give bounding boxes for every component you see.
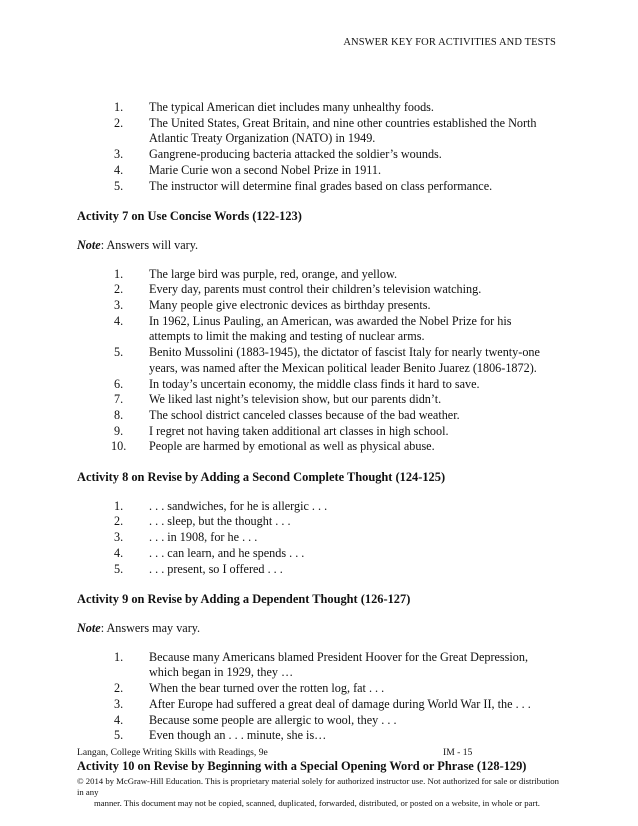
- list-item: [77, 298, 567, 314]
- activity-heading: Activity 8 on Revise by Adding a Second Complete Thought (124-125): [77, 470, 446, 485]
- item-text-line: In today’s uncertain economy, the middle class finds it hard to save.: [149, 376, 480, 391]
- item-text-line: The school district canceled classes because of the bad weather.: [149, 407, 460, 422]
- item-text-line: years, was named after the Mexican political leader Benito Juarez (1806-1872).: [149, 360, 537, 375]
- item-number: 10.: [111, 439, 127, 454]
- item-text-line: which began in 1929, they …: [149, 665, 294, 680]
- list-item: [77, 282, 567, 298]
- list-item: [77, 100, 567, 116]
- item-number: 4.: [114, 712, 124, 727]
- note-label: Note: [77, 620, 101, 635]
- list-item: [77, 514, 567, 530]
- item-number: 5.: [114, 728, 124, 743]
- item-text-line: Because many Americans blamed President Hoover for the Great Depression,: [149, 649, 529, 664]
- item-number: 1.: [114, 100, 124, 114]
- list-item: [77, 530, 567, 546]
- activity-heading: Activity 9 on Revise by Adding a Dependent Thought (126-127): [77, 592, 411, 607]
- footer-book-title: Langan, College Writing Skills with Readings, 9e: [77, 747, 268, 758]
- copyright-line-1: © 2014 by McGraw-Hill Education. This is proprietary material solely for authorized instructor use. Not authorized for sale or distribution in any: [77, 776, 559, 798]
- item-text-line: Marie Curie won a second Nobel Prize in 1911.: [149, 162, 382, 177]
- activity-heading: Activity 10 on Revise by Beginning with a Special Opening Word or Phrase (128-129): [77, 758, 527, 773]
- copyright-notice: [77, 776, 567, 810]
- item-text-line: Gangrene-producing bacteria attacked the soldier’s wounds.: [149, 147, 442, 162]
- list-item: [77, 377, 567, 393]
- item-text-line: . . . can learn, and he spends . . .: [149, 545, 305, 560]
- list-item: [77, 424, 567, 440]
- item-number: 6.: [114, 376, 124, 391]
- list-item: [77, 314, 567, 345]
- item-text-line: attempts to limit the making and testing of nuclear arms.: [149, 329, 425, 344]
- page-content: [77, 100, 567, 788]
- copyright-line-2: manner. This document may not be copied, scanned, duplicated, forwarded, distributed, or posted on a website, in whole or part.: [94, 798, 540, 809]
- list-item: [77, 116, 567, 147]
- answer-list: [77, 499, 567, 578]
- item-number: 4.: [114, 313, 124, 328]
- note: [77, 238, 567, 254]
- item-number: 1.: [114, 266, 124, 281]
- list-item: [77, 713, 567, 729]
- list-item: [77, 681, 567, 697]
- item-number: 3.: [114, 530, 124, 545]
- item-text-line: . . . sleep, but the thought . . .: [149, 514, 291, 529]
- note-label: Note: [77, 237, 101, 252]
- running-head: ANSWER KEY FOR ACTIVITIES AND TESTS: [343, 37, 556, 48]
- item-number: 8.: [114, 407, 124, 422]
- answer-list: [77, 267, 567, 455]
- item-text-line: Every day, parents must control their children’s television watching.: [149, 282, 482, 297]
- item-text-line: Even though an . . . minute, she is…: [149, 728, 327, 743]
- item-text-line: Atlantic Treaty Organization (NATO) in 1949.: [149, 131, 376, 146]
- item-text-line: The United States, Great Britain, and nine other countries established the North: [149, 115, 537, 130]
- item-text-line: Benito Mussolini (1883-1945), the dictator of fascist Italy for nearly twenty-one: [149, 345, 540, 360]
- item-text-line: After Europe had suffered a great deal of damage during World War II, the . . .: [149, 696, 531, 711]
- item-text-line: The large bird was purple, red, orange, and yellow.: [149, 266, 398, 281]
- item-text-line: . . . sandwiches, for he is allergic . . .: [149, 498, 328, 513]
- list-item: [77, 728, 567, 744]
- item-number: 2.: [114, 514, 124, 529]
- footer-page-number: IM - 15: [443, 747, 473, 758]
- list-item: [77, 439, 567, 455]
- item-text-line: People are harmed by emotional as well as physical abuse.: [149, 439, 435, 454]
- item-number: 1.: [114, 498, 124, 513]
- list-item: [77, 345, 567, 376]
- item-text-line: The typical American diet includes many unhealthy foods.: [149, 100, 434, 114]
- item-number: 3.: [114, 147, 124, 162]
- item-number: 2.: [114, 681, 124, 696]
- list-item: [77, 267, 567, 283]
- item-text-line: . . . present, so I offered . . .: [149, 561, 283, 576]
- item-text-line: Because some people are allergic to wool, they . . .: [149, 712, 397, 727]
- item-text-line: . . . in 1908, for he . . .: [149, 530, 258, 545]
- item-text-line: Many people give electronic devices as birthday presents.: [149, 298, 431, 313]
- item-number: 2.: [114, 115, 124, 130]
- item-number: 3.: [114, 298, 124, 313]
- list-item: [77, 392, 567, 408]
- list-item: [77, 546, 567, 562]
- item-text-line: In 1962, Linus Pauling, an American, was awarded the Nobel Prize for his: [149, 313, 512, 328]
- list-item: [77, 179, 567, 195]
- item-number: 5.: [114, 561, 124, 576]
- item-number: 5.: [114, 345, 124, 360]
- list-item: [77, 408, 567, 424]
- answer-list: [77, 650, 567, 744]
- list-item: [77, 650, 567, 681]
- list-item: [77, 499, 567, 515]
- note: [77, 621, 567, 637]
- item-text-line: The instructor will determine final grades based on class performance.: [149, 178, 493, 193]
- item-number: 5.: [114, 178, 124, 193]
- item-number: 4.: [114, 545, 124, 560]
- list-item: [77, 562, 567, 578]
- item-number: 4.: [114, 162, 124, 177]
- list-item: [77, 697, 567, 713]
- item-number: 7.: [114, 392, 124, 407]
- note-text: : Answers may vary.: [100, 620, 201, 635]
- answer-list: [77, 100, 567, 194]
- item-number: 2.: [114, 282, 124, 297]
- item-text-line: We liked last night’s television show, but our parents didn’t.: [149, 392, 442, 407]
- item-text-line: I regret not having taken additional art classes in high school.: [149, 423, 449, 438]
- item-number: 1.: [114, 649, 124, 664]
- item-number: 9.: [114, 423, 124, 438]
- list-item: [77, 147, 567, 163]
- item-number: 3.: [114, 696, 124, 711]
- item-text-line: When the bear turned over the rotten log, fat . . .: [149, 681, 385, 696]
- list-item: [77, 163, 567, 179]
- activity-heading: Activity 7 on Use Concise Words (122-123): [77, 209, 302, 224]
- note-text: : Answers will vary.: [100, 237, 199, 252]
